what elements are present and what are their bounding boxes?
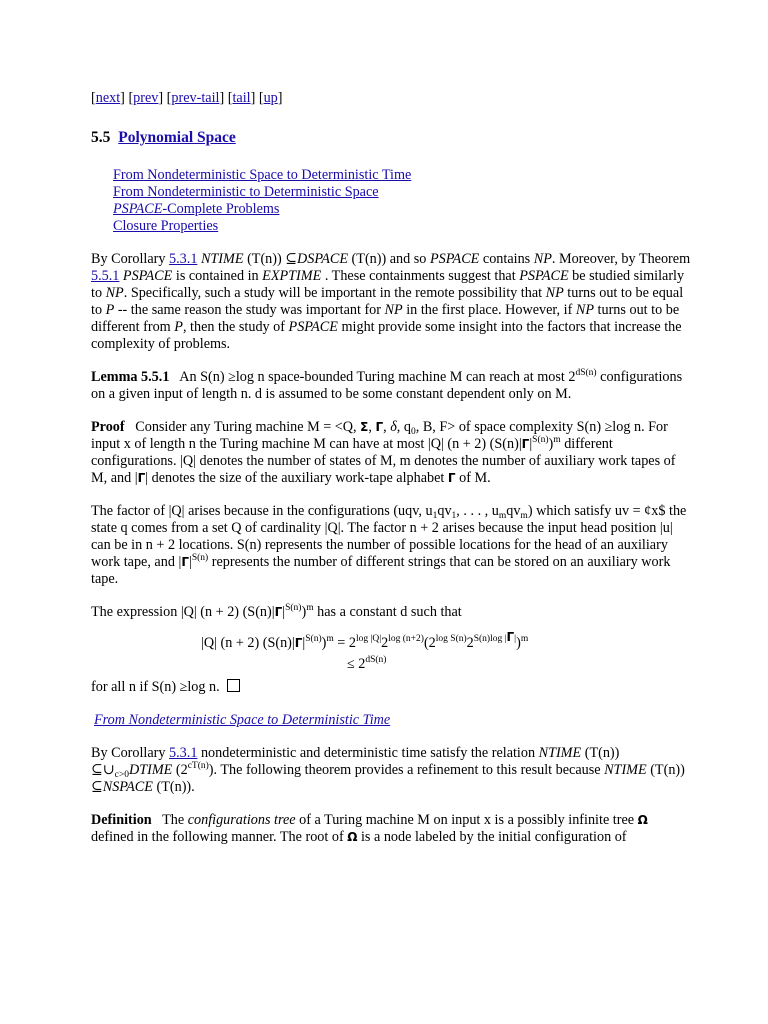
factor-paragraph: The factor of |Q| arises because in the configurations (uqv, $u_1qv_1$, . . . , $u_mqv_m$) which satisfy uv = ¢x$ the state q comes from a set Q of cardinality |Q|. The factor n + 2 arises because the input head position |u| can be in n + 2 locations. S(n) represents the number of possible locations for the head of an auxiliary work tape, and $|\Gamma|^{S(n)}$ represents the number of different strings that can be stored on an auxiliary work tape. <box>91 503 687 587</box>
corollary-ref-link-2[interactable]: 5.3.1 <box>169 745 198 761</box>
corollary-paragraph: By Corollary 5.3.1 nondeterministic and deterministic time satisfy the relation NTIME (T(n)) $⊆\cup_{c>0}DTIME$ $(2^{cT(n)})$. The following theorem provides a refinement to this result because NTIME (T(n)) ⊆NSPACE (T(n)). <box>91 745 685 795</box>
nav-tail-link[interactable]: tail <box>232 90 251 106</box>
qed-box-icon <box>227 679 240 692</box>
proof-conclusion: for all n if S(n) ≥log n. <box>91 679 691 696</box>
proof-label: Proof <box>91 419 125 435</box>
section-toc <box>113 167 691 235</box>
toc-link-closure[interactable]: Closure Properties <box>113 218 219 234</box>
lemma-paragraph: Lemma 5.5.1 An S(n) ≥log n space-bounded Turing machine M can reach at most $2^{dS(n)}$ configurations on a given input of length n. d is assumed to be some constant dependent only on M. <box>91 368 683 402</box>
nav-prev-tail-link[interactable]: prev-tail <box>171 90 220 106</box>
proof-paragraph: Proof Consider any Turing machine M = <Q, Σ, Γ, δ, $q_0$, B, F> of space complexity S(n) ≥log n. For input x of length n the Turing machine M can have at most |Q| (n + 2) $(S(n)|\Gamma|^{S(n)})^m$ different configurations. |Q| denotes the number of states of M, m denotes the number of auxiliary work tapes of M, and |Γ| denotes the size of the auxiliary work-tape alphabet Γ of M. <box>91 419 676 486</box>
intro-paragraph: By Corollary 5.3.1 NTIME (T(n)) ⊆DSPACE (T(n)) and so PSPACE contains NP. Moreover, by Theorem 5.5.1 PSPACE is contained in EXPTIME . These containments suggest that PSPACE be studied similarly to NP. Specifically, such a study will be important in the remote possibility that NP turns out to be equal to P -- the same reason the study was important for NP in the first place. However, if NP turns out to be different from P, then the study of PSPACE might provide some insight into the factors that increase the complexity of problems. <box>91 251 691 352</box>
section-number: 5.5 <box>91 129 111 146</box>
definition-term: configurations tree <box>187 812 296 828</box>
section-heading <box>91 128 691 147</box>
toc-link-space-to-time[interactable]: From Nondeterministic Space to Deterministic Time <box>113 167 412 183</box>
corollary-ref-link[interactable]: 5.3.1 <box>169 251 198 267</box>
lemma-label: Lemma 5.5.1 <box>91 369 170 385</box>
equation-line-2: ≤ $2^{dS(n)}$ <box>347 655 387 672</box>
section-title-link[interactable]: Polynomial Space <box>118 129 236 146</box>
nav-prev-link[interactable]: prev <box>133 90 159 106</box>
definition-label: Definition <box>91 812 152 828</box>
nav-bar: [next] [prev] [prev-tail] [tail] [up] <box>91 90 283 106</box>
subsection-link[interactable]: From Nondeterministic Space to Deterministic Time <box>94 712 391 728</box>
toc-link-space-to-space[interactable]: From Nondeterministic to Deterministic Space <box>113 184 379 200</box>
expression-paragraph: The expression |Q| (n + 2) $(S(n)|\Gamma|^{S(n)})^m$ has a constant d such that <box>91 603 462 620</box>
toc-link-pspace-complete[interactable]: PSPACE-Complete Problems <box>113 201 280 217</box>
theorem-ref-link[interactable]: 5.5.1 <box>91 268 120 284</box>
equation-line-1: |Q| (n + 2) $(S(n)|\Gamma|^{S(n)})^m = 2^{log |Q|}2^{log (n+2)}(2^{log S(n)}2^{S(n)log |\Gamma|})^m$ <box>201 630 529 651</box>
definition-paragraph: Definition The configurations tree of a Turing machine M on input x is a possibly infinite tree Ω defined in the following manner. The root of Ω is a node labeled by the initial configuration of <box>91 812 648 845</box>
nav-up-link[interactable]: up <box>263 90 278 106</box>
nav-next-link[interactable]: next <box>95 90 121 106</box>
document-body <box>91 90 691 846</box>
